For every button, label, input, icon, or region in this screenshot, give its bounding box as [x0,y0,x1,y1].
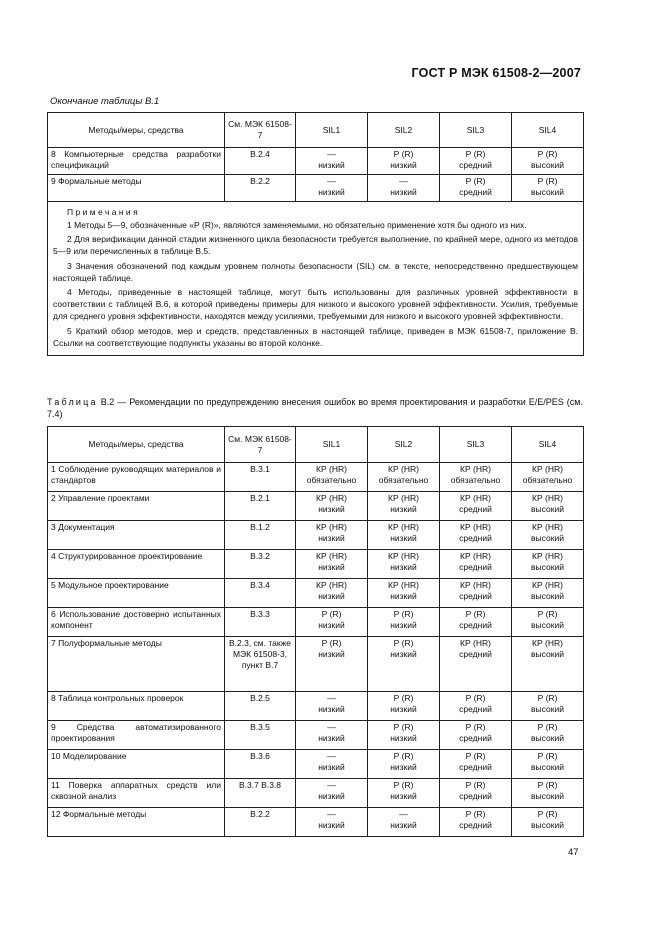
sil1-cell [296,808,368,837]
sil4-cell [512,721,584,750]
table-row [48,808,584,837]
method-cell: 9 Формальные методы [48,175,225,202]
sil3-recommendation: КР (HR) [460,638,491,648]
method-cell: 11 Поверка аппаратных средств или сквозной анализ [48,779,225,808]
sil2-effectiveness: низкий [390,620,417,630]
table-row [48,608,584,637]
sil3-effectiveness: средний [459,704,492,714]
sil2-cell [368,808,440,837]
sil1-effectiveness: низкий [318,591,345,601]
col-header-methods: Методы/меры, средства [48,427,225,463]
sil3-effectiveness: средний [459,649,492,659]
sil2-recommendation: Р (R) [393,638,414,648]
sil1-cell [296,148,368,175]
sil1-effectiveness: низкий [318,704,345,714]
sil3-recommendation: КР (HR) [460,493,491,503]
table-row [48,175,584,202]
col-header-sil2: SIL2 [368,427,440,463]
sil1-cell [296,779,368,808]
table1-header-row [48,113,584,148]
ref-cell: В.3.3 [225,608,296,637]
table-row [48,721,584,750]
sil2-cell [368,521,440,550]
sil2-effectiveness: низкий [390,733,417,743]
sil3-cell [440,521,512,550]
ref-cell: В.3.6 [225,750,296,779]
table-row [48,521,584,550]
sil3-effectiveness: средний [459,791,492,801]
sil3-effectiveness: средний [459,591,492,601]
table-row [48,579,584,608]
sil1-recommendation: Р (R) [321,638,342,648]
sil3-cell [440,692,512,721]
sil2-cell [368,579,440,608]
col-header-sil2: SIL2 [368,113,440,148]
sil2-recommendation: Р (R) [393,149,414,159]
sil1-cell [296,750,368,779]
ref-cell: В.2.2 [225,808,296,837]
sil2-effectiveness: низкий [390,704,417,714]
sil1-recommendation: — [327,176,336,186]
sil3-recommendation: Р (R) [465,809,486,819]
table-row [48,550,584,579]
sil2-effectiveness: низкий [390,533,417,543]
sil1-effectiveness: низкий [318,620,345,630]
sil3-recommendation: Р (R) [465,149,486,159]
sil3-cell [440,579,512,608]
sil4-effectiveness: обязательно [522,475,573,485]
ref-cell: В.3.7 В.3.8 [225,779,296,808]
method-cell: 5 Модульное проектирование [48,579,225,608]
sil4-recommendation: КР (HR) [532,638,563,648]
sil1-recommendation: — [327,780,336,790]
sil4-cell [512,175,584,202]
sil1-recommendation: КР (HR) [316,551,347,561]
table1 [47,112,584,356]
sil1-recommendation: КР (HR) [316,522,347,532]
sil4-recommendation: Р (R) [537,722,558,732]
sil3-effectiveness: обязательно [450,475,501,485]
sil3-cell [440,492,512,521]
sil1-cell [296,608,368,637]
sil4-effectiveness: высокий [531,733,564,743]
sil3-cell [440,779,512,808]
sil3-cell [440,175,512,202]
sil1-effectiveness: низкий [318,562,345,572]
sil1-recommendation: — [327,751,336,761]
sil2-effectiveness: низкий [390,762,417,772]
method-cell: 10 Моделирование [48,750,225,779]
sil4-effectiveness: высокий [531,704,564,714]
sil4-effectiveness: высокий [531,762,564,772]
sil1-cell [296,721,368,750]
sil4-cell [512,148,584,175]
sil3-effectiveness: средний [459,620,492,630]
note-4: 4 Методы, приведенные в настоящей таблице, могут быть использованы для различных уровней эффективности в соответствии с таблицей В.6, в которой приведены примеры для низкого и высокого уровней эффективности. Усилия, требуемые для среднего уровня эффективности, находятся между усилиями, требуемыми для низкого и высокого уровней эффективности. [53,287,578,322]
sil3-recommendation: Р (R) [465,693,486,703]
sil3-cell [440,550,512,579]
sil4-recommendation: Р (R) [537,751,558,761]
table-row [48,492,584,521]
sil1-recommendation: — [327,809,336,819]
method-cell: 7 Полуформальные методы [48,637,225,692]
method-cell: 8 Таблица контрольных проверок [48,692,225,721]
notes-heading: Примечания [67,207,141,217]
col-header-methods: Методы/меры, средства [48,113,225,148]
sil4-recommendation: Р (R) [537,780,558,790]
sil1-effectiveness: низкий [318,533,345,543]
sil1-effectiveness: обязательно [306,475,357,485]
sil1-effectiveness: низкий [318,187,345,197]
sil3-recommendation: КР (HR) [460,464,491,474]
sil4-effectiveness: высокий [531,791,564,801]
sil2-cell [368,463,440,492]
sil4-effectiveness: высокий [531,562,564,572]
ref-cell: В.3.5 [225,721,296,750]
sil4-recommendation: КР (HR) [532,551,563,561]
sil4-effectiveness: высокий [531,533,564,543]
col-header-sil4: SIL4 [512,113,584,148]
sil2-effectiveness: низкий [390,649,417,659]
method-cell: 3 Документация [48,521,225,550]
table-row [48,692,584,721]
sil3-effectiveness: средний [459,762,492,772]
col-header-sil4: SIL4 [512,427,584,463]
sil3-cell [440,463,512,492]
sil4-cell [512,808,584,837]
sil4-recommendation: Р (R) [537,176,558,186]
sil3-recommendation: Р (R) [465,609,486,619]
sil3-recommendation: Р (R) [465,780,486,790]
sil4-effectiveness: высокий [531,504,564,514]
sil3-cell [440,750,512,779]
sil1-cell [296,550,368,579]
sil1-effectiveness: низкий [318,820,345,830]
sil3-cell [440,721,512,750]
sil2-recommendation: Р (R) [393,780,414,790]
sil1-cell [296,521,368,550]
sil2-effectiveness: низкий [390,820,417,830]
col-header-sil3: SIL3 [440,427,512,463]
page-number: 47 [568,847,579,858]
table-row [48,463,584,492]
sil3-cell [440,637,512,692]
sil1-effectiveness: низкий [318,791,345,801]
sil1-cell [296,175,368,202]
sil1-recommendation: КР (HR) [316,580,347,590]
ref-cell: В.2.4 [225,148,296,175]
col-header-sil1: SIL1 [296,427,368,463]
sil1-recommendation: — [327,722,336,732]
sil2-recommendation: КР (HR) [388,551,419,561]
sil1-effectiveness: низкий [318,160,345,170]
method-cell: 9 Средства автоматизированного проектирования [48,721,225,750]
sil3-cell [440,808,512,837]
sil4-cell [512,692,584,721]
sil2-cell [368,148,440,175]
ref-cell: В.3.2 [225,550,296,579]
sil4-cell [512,779,584,808]
sil2-recommendation: КР (HR) [388,522,419,532]
table-row [48,148,584,175]
sil3-recommendation: КР (HR) [460,551,491,561]
sil1-effectiveness: низкий [318,649,345,659]
sil3-effectiveness: средний [459,533,492,543]
sil4-recommendation: КР (HR) [532,580,563,590]
sil1-effectiveness: низкий [318,762,345,772]
sil4-effectiveness: высокий [531,649,564,659]
sil4-recommendation: КР (HR) [532,493,563,503]
sil2-recommendation: Р (R) [393,693,414,703]
ref-cell: В.2.3, см. также МЭК 61508-3, пункт В.7 [225,637,296,692]
sil4-effectiveness: высокий [531,820,564,830]
sil4-cell [512,608,584,637]
table-row [48,750,584,779]
notes-cell [48,202,584,356]
sil2-recommendation: КР (HR) [388,580,419,590]
sil4-cell [512,463,584,492]
note-1: 1 Методы 5—9, обозначенные «Р (R)», являются заменяемыми, но обязательно применение хотя бы одного из них. [67,220,527,230]
sil4-recommendation: КР (HR) [532,522,563,532]
sil4-recommendation: КР (HR) [532,464,563,474]
sil1-recommendation: КР (HR) [316,493,347,503]
sil2-recommendation: Р (R) [393,609,414,619]
sil3-effectiveness: средний [459,733,492,743]
sil4-recommendation: Р (R) [537,609,558,619]
col-header-ref: См. МЭК 61508-7 [225,113,296,148]
sil2-cell [368,550,440,579]
sil4-cell [512,492,584,521]
sil3-recommendation: КР (HR) [460,522,491,532]
table1-caption: Окончание таблицы В.1 [50,96,160,107]
table2-caption-text: В.2 — Рекомендации по предупреждению внесения ошибок во время проектирования и разработки E/E/PES (см. 7.4) [47,397,583,419]
sil1-recommendation: — [327,149,336,159]
sil2-recommendation: Р (R) [393,722,414,732]
sil2-recommendation: — [399,809,408,819]
col-header-sil3: SIL3 [440,113,512,148]
sil4-recommendation: Р (R) [537,693,558,703]
sil1-cell [296,492,368,521]
ref-cell: В.3.1 [225,463,296,492]
sil2-recommendation: Р (R) [393,751,414,761]
note-5: 5 Краткий обзор методов, мер и средств, представленных в настоящей таблице, приведен в МЭК 61508-7, приложение В. Ссылки на соответствующие подпункты указаны во второй колонке. [53,325,578,348]
sil2-effectiveness: низкий [390,591,417,601]
sil4-cell [512,550,584,579]
sil4-cell [512,637,584,692]
sil2-effectiveness: низкий [390,562,417,572]
method-cell: 4 Структурированное проектирование [48,550,225,579]
sil3-cell [440,608,512,637]
sil4-recommendation: Р (R) [537,149,558,159]
sil1-recommendation: КР (HR) [316,464,347,474]
notes-row [48,202,584,356]
ref-cell: В.2.5 [225,692,296,721]
note-3: 3 Значения обозначений под каждым уровнем полноты безопасности (SIL) см. в тексте, непосредственно предшествующем настоящей таблице. [53,260,578,283]
table-row [48,779,584,808]
sil2-effectiveness: обязательно [378,475,429,485]
table2-header-row [48,427,584,463]
ref-cell: В.2.2 [225,175,296,202]
sil1-effectiveness: низкий [318,733,345,743]
sil3-recommendation: КР (HR) [460,580,491,590]
sil1-recommendation: — [327,693,336,703]
sil1-cell [296,637,368,692]
sil3-cell [440,148,512,175]
sil2-cell [368,175,440,202]
sil4-effectiveness: высокий [531,591,564,601]
table-row [48,637,584,692]
method-cell: 8 Компьютерные средства разработки спецификаций [48,148,225,175]
method-cell: 12 Формальные методы [48,808,225,837]
method-cell: 2 Управление проектами [48,492,225,521]
sil2-recommendation: КР (HR) [388,464,419,474]
document-header: ГОСТ Р МЭК 61508-2—2007 [411,66,581,80]
sil2-effectiveness: низкий [390,187,417,197]
sil3-effectiveness: средний [459,820,492,830]
note-2: 2 Для верификации данной стадии жизненного цикла безопасности требуется выполнение, по крайней мере, одного из методов 5—9 или перечисленных в таблице В.5. [53,234,578,257]
sil1-recommendation: Р (R) [321,609,342,619]
sil2-cell [368,750,440,779]
sil1-cell [296,579,368,608]
sil2-cell [368,721,440,750]
table2 [47,426,584,837]
sil4-cell [512,521,584,550]
sil3-effectiveness: средний [459,187,492,197]
sil3-effectiveness: средний [459,562,492,572]
sil4-effectiveness: высокий [531,620,564,630]
sil3-effectiveness: средний [459,504,492,514]
sil1-cell [296,463,368,492]
table2-caption [47,396,583,420]
sil1-effectiveness: низкий [318,504,345,514]
ref-cell: В.2.1 [225,492,296,521]
ref-cell: В.3.4 [225,579,296,608]
sil2-effectiveness: низкий [390,160,417,170]
method-cell: 1 Соблюдение руководящих материалов и стандартов [48,463,225,492]
sil4-recommendation: Р (R) [537,809,558,819]
sil2-recommendation: КР (HR) [388,493,419,503]
table2-caption-label: Таблица [47,397,98,407]
sil4-cell [512,750,584,779]
sil2-cell [368,779,440,808]
sil1-cell [296,692,368,721]
sil2-recommendation: — [399,176,408,186]
method-cell: 6 Использование достоверно испытанных компонент [48,608,225,637]
sil4-effectiveness: высокий [531,187,564,197]
sil2-cell [368,608,440,637]
sil2-cell [368,492,440,521]
sil2-cell [368,692,440,721]
sil4-cell [512,579,584,608]
sil3-effectiveness: средний [459,160,492,170]
sil2-effectiveness: низкий [390,791,417,801]
ref-cell: В.1.2 [225,521,296,550]
sil4-effectiveness: высокий [531,160,564,170]
sil3-recommendation: Р (R) [465,176,486,186]
sil2-cell [368,637,440,692]
sil2-effectiveness: низкий [390,504,417,514]
col-header-sil1: SIL1 [296,113,368,148]
sil3-recommendation: Р (R) [465,751,486,761]
col-header-ref: См. МЭК 61508-7 [225,427,296,463]
sil3-recommendation: Р (R) [465,722,486,732]
